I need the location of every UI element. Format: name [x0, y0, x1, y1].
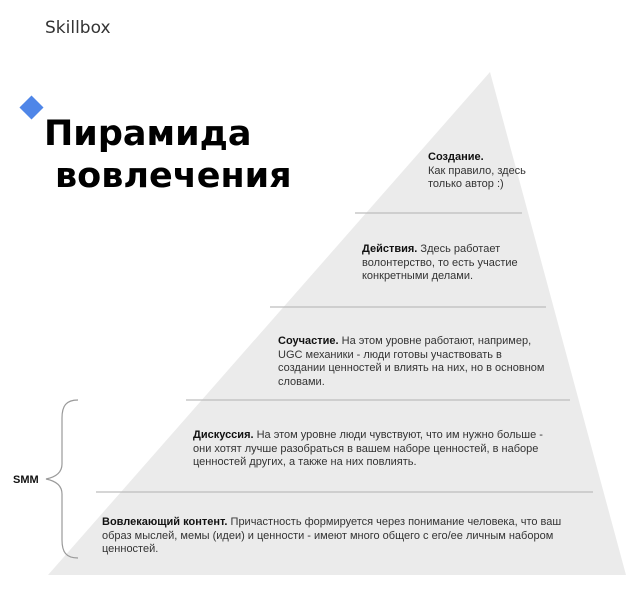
level-name: Дискуссия. [193, 429, 254, 441]
level-discussion [193, 429, 548, 470]
level-text: Как правило, здесь только автор :) [428, 164, 526, 190]
level-text: На этом уровне люди чувствуют, что им нужно больше - они хотят лучше разобраться в вашем наборе ценностей, в наборе ценностей других, а также на них повлиять. [193, 429, 543, 468]
level-name: Вовлекающий контент. [102, 516, 228, 528]
level-text: На этом уровне работают, например, UGC механики - люди готовы участвовать в создании ценностей и влиять на них, но в основном словами. [278, 335, 545, 388]
level-text: Здесь работает волонтерство, то есть участие конкретными делами. [362, 243, 518, 282]
level-text: Причастность формируется через понимание человека, что ваш образ мыслей, мемы (идеи) и ценности - имеют много общего с его/ее личным набором ценностей. [102, 516, 562, 555]
smm-label: SMM [13, 474, 39, 486]
title-line-2: вовлечения [55, 156, 292, 196]
level-actions [362, 243, 532, 284]
smm-brace [46, 400, 78, 558]
level-participation [278, 335, 546, 389]
level-name: Создание. [428, 151, 484, 163]
brand-logo: Skillbox [45, 18, 111, 38]
title-line-1: Пирамида [44, 114, 252, 154]
pyramid-shape [48, 72, 626, 575]
level-engaging-content [102, 516, 592, 557]
level-name: Соучастие. [278, 335, 339, 347]
level-creation [428, 151, 528, 192]
level-name: Действия. [362, 243, 418, 255]
